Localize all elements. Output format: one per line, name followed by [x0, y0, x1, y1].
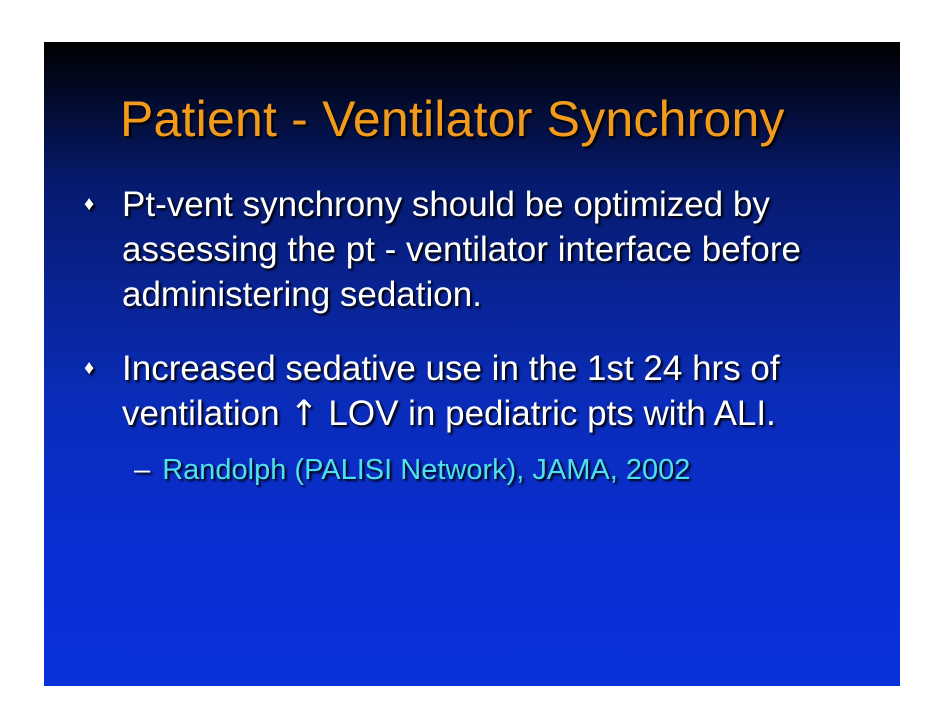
citation-text: Randolph (PALISI Network), JAMA, 2002 [162, 454, 691, 486]
bullet-item [84, 182, 884, 317]
slide-title: Patient - Ventilator Synchrony [120, 91, 785, 147]
sub-bullet [134, 454, 690, 487]
diamond-bullet-icon: ♦ [84, 357, 95, 379]
bullet-item [84, 346, 884, 437]
dash-marker: – [134, 454, 151, 486]
bullet-text-part: Increased sedative use in the 1st 24 hrs of ventilation [122, 349, 780, 433]
slide [44, 42, 900, 686]
bullet-text [122, 346, 884, 437]
bullet-text: Pt-vent synchrony should be optimized by assessing the pt - ventilator interface before administering sedation. [122, 185, 801, 314]
up-arrow-icon: ↑ [289, 394, 319, 434]
bullet-text-part: LOV in pediatric pts with ALI. [318, 394, 776, 433]
diamond-bullet-icon: ♦ [84, 193, 95, 215]
